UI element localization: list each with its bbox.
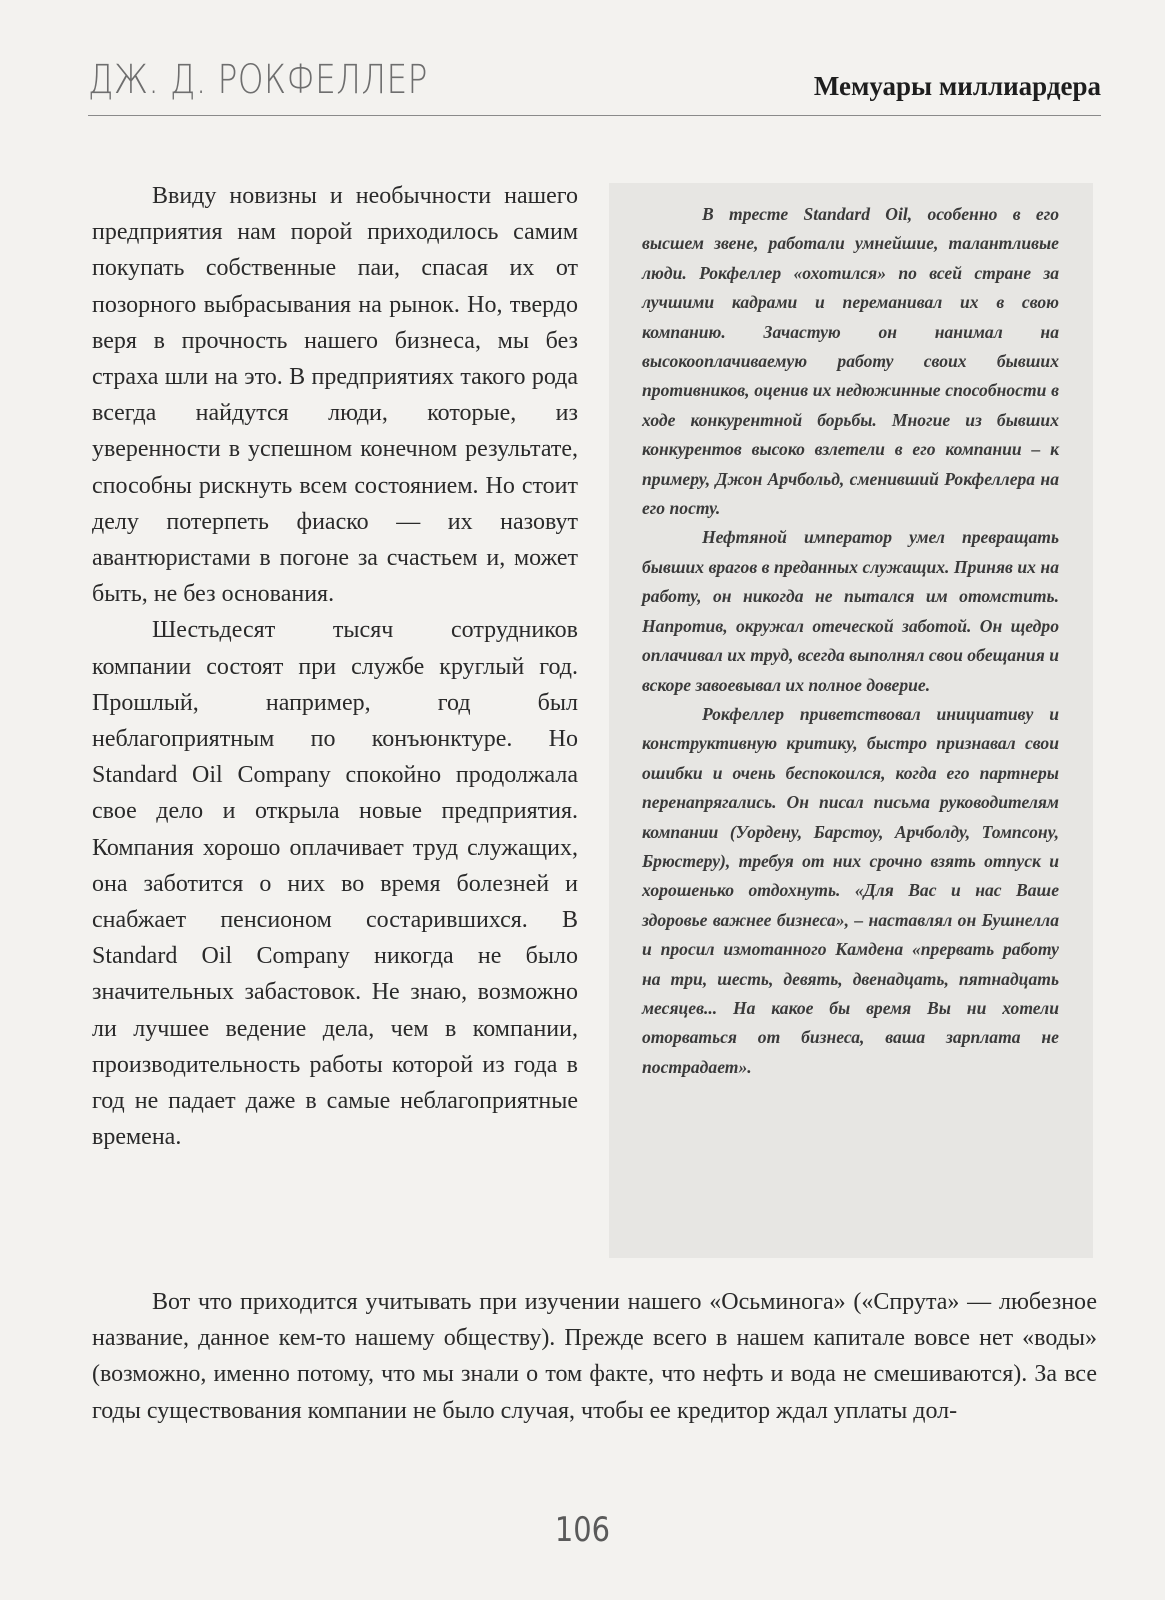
body-paragraph-1: Ввиду новизны и необычности нашего предприятия нам порой приходилось самим покупать собственные паи, спасая их от позорного выбрасывания на рынок. Но, твердо веря в прочность нашего бизнеса, мы без страха шли на это. В предприятиях такого рода всегда найдутся люди, которые, из уверенности в успешном конечном результате, способны рискнуть всем состоянием. Но стоит делу потерпеть фиаско — их назовут авантюристами в погоне за счастьем и, может быть, не без основания. [92,183,578,608]
body-paragraph-3: Вот что приходится учитывать при изучении нашего «Осьминога» («Спрута» — любезное название, данное кем-то нашему обществу). Прежде всего в нашем капитале вовсе нет «воды» (возможно, именно потому, что мы знали о том факте, что нефть и вода не смешиваются). За все годы существования компании не было случая, чтобы ее кредитор ждал уплаты дол- [92,1289,1097,1424]
header-book-title: Мемуары миллиардера [813,71,1101,101]
sidebar-paragraph-3: Рокфеллер приветствовал инициативу и конструктивную критику, быстро признавал свои ошибки и очень беспокоился, когда его партнеры перенапрягались. Он писал письма руководителям компании (Уордену, Барстоу, Арчболду, Томпсону, Брюстеру), требуя от них срочно взять отпуск и хорошенько отдохнуть. «Для Вас и нас Ваше здоровье важнее бизнеса», – наставлял он Бушнелла и просил измотанного Камдена «прервать работу на три, шесть, девять, двенадцать, пятнадцать месяцев... На какое бы время Вы ни хотели оторваться от бизнеса, ваша зарплата не пострадает». [642,703,1059,1077]
main-text-column [92,178,578,1155]
running-header [88,55,1101,116]
sidebar-text [642,200,1059,1082]
sidebar-paragraph-2: Нефтяной император умел превращать бывших врагов в преданных служащих. Приняв их на работу, он никогда не пытался им отомстить. Напротив, окружал отеческой заботой. Он щедро оплачивал их труд, всегда выполнял свои обещания и вскоре завоевывал их полное доверие. [642,527,1059,695]
body-paragraph-2: Шестьдесят тысяч сотрудников компании состоят при службе круглый год. Прошлый, например, год был неблагоприятным по конъюнктуре. Но Standard Oil Company спокойно продолжала свое дело и открыла новые предприятия. Компания хорошо оплачивает труд служащих, она заботится о них во время болезней и снабжает пенсионом состарившихся. В Standard Oil Company никогда не было значительных забастовок. Не знаю, возможно ли лучшее ведение дела, чем в компании, производительность работы которой из года в год не падает даже в самые неблагоприятные времена. [92,617,578,1151]
header-author: ДЖ. Д. РОКФЕЛЛЕР [88,57,428,103]
page-number [0,1510,1165,1550]
full-width-text [92,1284,1097,1429]
sidebar-paragraph-1: В тресте Standard Oil, особенно в его высшем звене, работали умнейшие, талантливые люди. Рокфеллер «охотился» по всей стране за лучшими кадрами и переманивал их в свою компанию. Зачастую он нанимал на высокооплачиваемую работу своих бывших противников, оценив их недюжинные способности в ходе конкурентной борьбы. Многие из бывших конкурентов высоко взлетели в его компании – к примеру, Джон Арчбольд, сменивший Рокфеллера на его посту. [642,204,1059,519]
page-number-value: 106 [554,1510,611,1550]
sidebar-box [609,183,1093,1258]
